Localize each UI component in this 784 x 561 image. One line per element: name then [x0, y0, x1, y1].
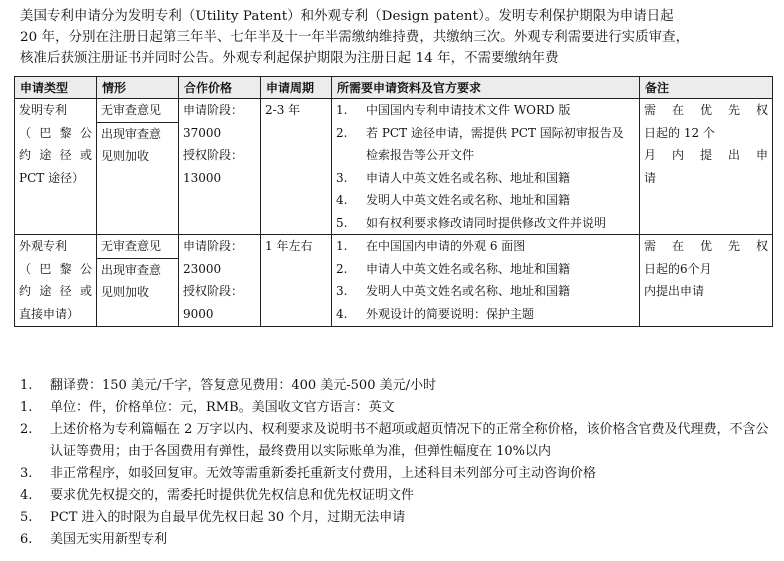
cell-line: 申请阶段：: [183, 103, 244, 117]
cell-type: [15, 235, 97, 327]
cell-requirements: [332, 235, 640, 327]
intro-line: 20 年，分别在注册日起第三年半、七年半及十一年半需缴纳维持费，共缴纳三次。外观专利需要进行实质审查，: [20, 30, 690, 45]
cell-line: 发明专利: [19, 103, 68, 117]
cell-line: 2-3 年: [265, 103, 301, 117]
cell-line: 日起的 12 个: [644, 125, 715, 140]
header-case: 情形: [97, 77, 179, 99]
cell-case: [97, 235, 179, 327]
cell-remark: [640, 235, 773, 327]
cell-line: 23000: [183, 261, 222, 276]
requirements-list: [332, 235, 639, 325]
cell-line: 月 内 提 出 申: [644, 148, 768, 163]
cell-case: [97, 99, 179, 235]
cell-line: 37000: [183, 125, 222, 140]
cell-price: [179, 99, 261, 235]
list-item: 6. 美国无实用新型专利: [20, 532, 168, 547]
cell-line: PCT 途径）: [19, 171, 85, 186]
cell-line: 需 在 优 先 权: [644, 103, 768, 117]
header-period: 申请周期: [261, 77, 332, 99]
cell-line: 直接申请）: [19, 307, 80, 322]
cell-price: [179, 235, 261, 327]
table-header-row: [15, 77, 773, 99]
intro-line: 美国专利申请分为发明专利（Utility Patent）和外观专利（Design patent）。发明专利保护期限为申请日起: [20, 9, 674, 24]
cell-line: 1 年左右: [265, 239, 313, 253]
cell-period: [261, 235, 332, 327]
list-item: 2. 上述价格为专利篇幅在 2 万字以内、权利要求及说明书不超项或超页情况下的正常全称价格，该价格含官费及代理费，不含公认证等费用；由于各国费用有弹性，最终费用以实际账单为准，但弹性幅度在 10%以内: [20, 422, 769, 459]
cell-line: 9000: [183, 307, 214, 322]
cell-type: [15, 99, 97, 235]
cell-line: 授权阶段：: [183, 284, 244, 299]
cell-line: 需 在 优 先 权: [644, 239, 768, 253]
list-item: 2. 若 PCT 途径申请，需提供 PCT 国际初审报告及检索报告等公开文件: [336, 125, 624, 162]
cell-line: （ 巴 黎 公: [19, 125, 92, 140]
table-row: [15, 235, 773, 327]
requirements-list: [332, 99, 639, 234]
cell-line: 13000: [183, 171, 222, 186]
header-remark: 备注: [640, 77, 773, 99]
list-item: 1. 在中国国内申请的外观 6 面图: [336, 239, 526, 253]
header-type: 申请类型: [15, 77, 97, 99]
notes-list: [20, 375, 772, 551]
list-item: 3. 发明人中英文姓名或名称、地址和国籍: [336, 284, 571, 298]
cell-line: 见则加收: [101, 285, 150, 300]
cell-line: 无审查意见: [97, 99, 178, 123]
cell-line: 见则加收: [101, 149, 150, 164]
list-item: 5. 如有权利要求修改请同时提供修改文件并说明: [336, 215, 607, 230]
cell-line: 约 途 径 或: [19, 148, 92, 163]
cell-period: [261, 99, 332, 235]
intro-line: 核准后获颁注册证书并同时公告。外观专利起保护期限为注册日起 14 年，不需要缴纳年费: [20, 51, 559, 66]
list-item: 2. 申请人中英文姓名或名称、地址和国籍: [336, 261, 571, 276]
list-item: 3. 申请人中英文姓名或名称、地址和国籍: [336, 170, 571, 185]
cell-line: 内提出申请: [644, 284, 705, 299]
list-item: 1. 翻译费：150 美元/千字，答复意见费用：400 美元-500 美元/小时: [20, 378, 436, 393]
cell-line: 无审查意见: [97, 235, 178, 259]
cell-line: 申请阶段：: [183, 239, 244, 253]
cell-line: （ 巴 黎 公: [19, 261, 92, 276]
cell-line: 授权阶段：: [183, 148, 244, 163]
list-item: 3. 非正常程序，如驳回复审。无效等需重新委托重新支付费用，上述科目未列部分可主动咨询价格: [20, 466, 597, 481]
table-row: [15, 99, 773, 235]
header-requirements: 所需要申请资料及官方要求: [332, 77, 640, 99]
cell-requirements: [332, 99, 640, 235]
cell-line: 外观专利: [19, 239, 68, 253]
list-item: 1. 单位：件，价格单位：元，RMB。美国收文官方语言：英文: [20, 400, 395, 415]
cell-line: 出现审查意: [101, 262, 162, 277]
cell-line: 约 途 径 或: [19, 284, 92, 299]
cell-line: 出现审查意: [101, 126, 162, 141]
list-item: 1. 中国国内专利申请技术文件 WORD 版: [336, 103, 571, 117]
list-item: 4. 发明人中英文姓名或名称、地址和国籍: [336, 193, 571, 207]
list-item: 4. 要求优先权提交的，需委托时提供优先权信息和优先权证明文件: [20, 488, 415, 503]
cell-remark: [640, 99, 773, 235]
list-item: 4. 外观设计的简要说明：保护主题: [336, 306, 535, 321]
intro-paragraph: [20, 6, 772, 69]
header-price: 合作价格: [179, 77, 261, 99]
cell-line: 日起的6个月: [644, 261, 712, 276]
list-item: 5. PCT 进入的时限为自最早优先权日起 30 个月，过期无法申请: [20, 510, 406, 525]
patent-fee-table: [14, 76, 773, 327]
cell-line: 请: [644, 171, 657, 186]
